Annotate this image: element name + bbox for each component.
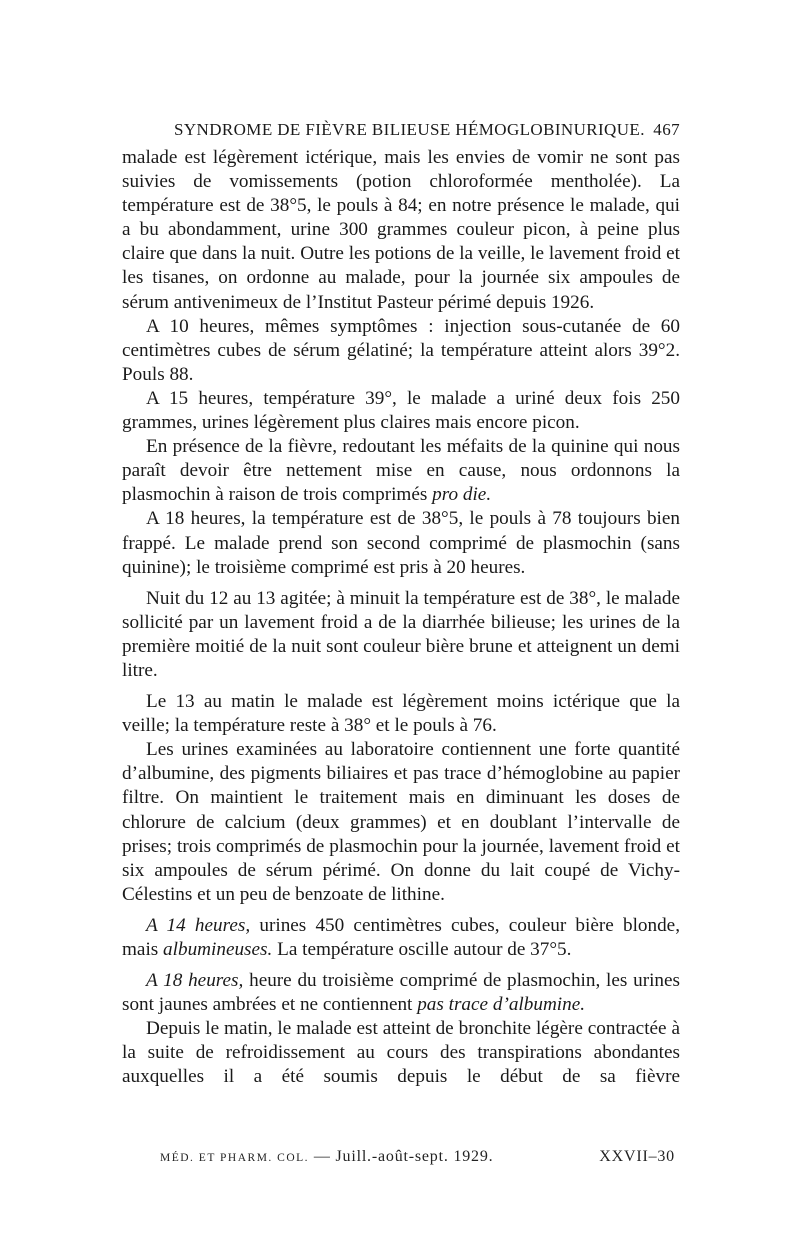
- italic-pro-die: pro die.: [432, 484, 492, 506]
- running-head-title: SYNDROME DE FIÈVRE BILIEUSE HÉMOGLOBINURIQUE.: [174, 120, 645, 139]
- footer-signature: XXVII–30: [599, 1148, 675, 1165]
- italic-albumineuses: albumineuses.: [163, 939, 273, 960]
- paragraph-10-text: heure du troisième comprimé de plasmochin, les urines sont jaunes ambrées et ne contiennent: [122, 970, 680, 1016]
- paragraph-11: Depuis le matin, le malade est atteint de bronchite légère contractée à la suite de refroidissement au cours des transpirations abondantes auxquelles il a été soumis depuis le début de sa fièvre: [122, 1018, 680, 1088]
- paragraph-8: Les urines examinées au laboratoire contiennent une forte quantité d’albumine, des pigments biliaires et pas trace d’hémoglobine au papier filtre. On maintient le traitement mais en diminuant les doses de chlorure de calcium (deux grammes) et en doublant l’intervalle de prises; trois comprimés de plasmochin pour la journée, lavement froid et six ampoules de sérum périmé. On donne du lait coupé de Vichy-Célestins et un peu de benzoate de lithine.: [122, 739, 680, 905]
- paragraph-5: A 18 heures, la température est de 38°5, le pouls à 78 toujours bien frappé. Le malade prend son second comprimé de plasmochin (sans quinine); le troisième comprimé est pris à 20 heures.: [122, 508, 680, 578]
- page: [122, 118, 680, 1090]
- paragraph-9-mais: mais: [122, 939, 159, 960]
- paragraph-7: Le 13 au matin le malade est légèrement moins ictérique que la veille; la température reste à 38° et le pouls à 76.: [122, 691, 680, 737]
- paragraph-9-text: urines 450 centimètres cubes, couleur bière blonde,: [259, 914, 680, 936]
- italic-a14: A 14 heures,: [146, 914, 251, 936]
- paragraph-6: Nuit du 12 au 13 agitée; à minuit la température est de 38°, le malade sollicité par un lavement froid a de la diarrhée bilieuse; les urines de la première moitié de la nuit sont couleur bière brune et atteignent un demi litre.: [122, 587, 680, 681]
- running-head: [174, 118, 680, 142]
- paragraph-2: A 10 heures, mêmes symptômes : injection sous-cutanée de 60 centimètres cubes de sérum gélatiné; la température atteint alors 39°2. Pouls 88.: [122, 315, 680, 385]
- footer-journal-line: [160, 1148, 493, 1166]
- paragraph-3: A 15 heures, température 39°, le malade a uriné deux fois 250 grammes, urines légèrement plus claires mais encore picon.: [122, 387, 680, 434]
- footer: [160, 1148, 675, 1166]
- paragraph-9: [122, 914, 680, 962]
- footer-dash: —: [313, 1148, 331, 1165]
- paragraph-4-text: En présence de la fièvre, redoutant les méfaits de la quinine qui nous paraît devoir être nettement mise en cause, nous ordonnons la plasmochin à raison de trois comprimés: [122, 436, 680, 506]
- paragraph-10: [122, 969, 680, 1017]
- paragraph-1: malade est légèrement ictérique, mais les envies de vomir ne sont pas suivies de vomissements (potion chloroformée mentholée). La température est de 38°5, le pouls à 84; en notre présence le malade, qui a bu abondamment, urine 300 grammes couleur picon, à peine plus claire que dans la nuit. Outre les potions de la veille, le lavement froid et les tisanes, on ordonne au malade, pour la journée six ampoules de sérum antivenimeux de l’Institut Pasteur périmé depuis 1926.: [122, 147, 680, 313]
- italic-pas-trace: pas trace d’albumine.: [417, 994, 586, 1016]
- body-text: [122, 146, 680, 1090]
- paragraph-4: [122, 435, 680, 507]
- paragraph-9-end: La température oscille autour de 37°5.: [277, 939, 572, 960]
- page-number: 467: [653, 120, 680, 139]
- footer-journal: MÉD. ET PHARM. COL.: [160, 1152, 310, 1164]
- italic-a18: A 18 heures,: [146, 970, 244, 992]
- footer-date: Juill.-août-sept. 1929.: [335, 1148, 494, 1165]
